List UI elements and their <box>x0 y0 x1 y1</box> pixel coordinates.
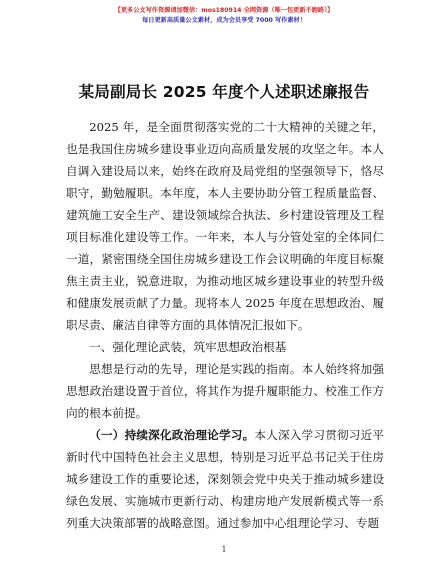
document-body <box>66 116 384 534</box>
document-title: 某局副局长 2025 年度个人述职述廉报告 <box>78 83 370 101</box>
promo-banner-line-1: 【更多公文写作资源请加微信：mos180914 全网资源（唯一包更新不跑路）】 <box>114 7 334 14</box>
promo-banner <box>0 6 448 26</box>
section-heading-1: 一、强化理论武装，筑牢思想政治根基 <box>89 340 287 354</box>
subsection-1-paragraph <box>66 424 384 534</box>
intro-paragraph: 2025 年，是全面贯彻落实党的二十大精神的关键之年，也是我国住房城乡建设事业迈向高质量发展的攻坚之年。本人自调入建设局以来，始终在政府及局党组的坚强领导下，恪尽职守，勤勉履职。本年度，本人主要协助分管工程质量监督、建筑施工安全生产、建设领域综合执法、乡村建设管理及工程项目标准化建设等工作。一年来，本人与分管处室的全体同仁一道，紧密围绕全国住房城乡建设工作会议明确的年度目标聚焦主责主业，锐意进取，为推动地区城乡建设事业的转型升级和健康发展贡献了力量。现将本人 2025 年度在思想政治、履职尽责、廉洁自律等方面的具体情况汇报如下。 <box>66 120 384 332</box>
subsection-1-text: 本人深入学习贯彻习近平新时代中国特色社会主义思想，特别是习近平总书记关于住房城乡建设工作的重要论述，深刻领会党中央关于推动城乡建设绿色发展、实施城市更新行动、构建房地产发展新模式等一系列重大决策部署的战略意图。通过参加中心组理论学习、专题 <box>66 428 384 530</box>
page-number: 1 <box>221 545 227 554</box>
promo-banner-line-2: 每日更新高质量公文素材，成为会员享受 7000 写作素材！ <box>142 17 306 24</box>
section-1-paragraph: 思想是行动的先导，理论是实践的指南。本人始终将加强思想政治建设置于首位，将其作为提升履职能力、校准工作方向的根本前提。 <box>66 362 384 420</box>
subsection-1-heading: （一）持续深化政治理论学习。 <box>89 428 255 442</box>
